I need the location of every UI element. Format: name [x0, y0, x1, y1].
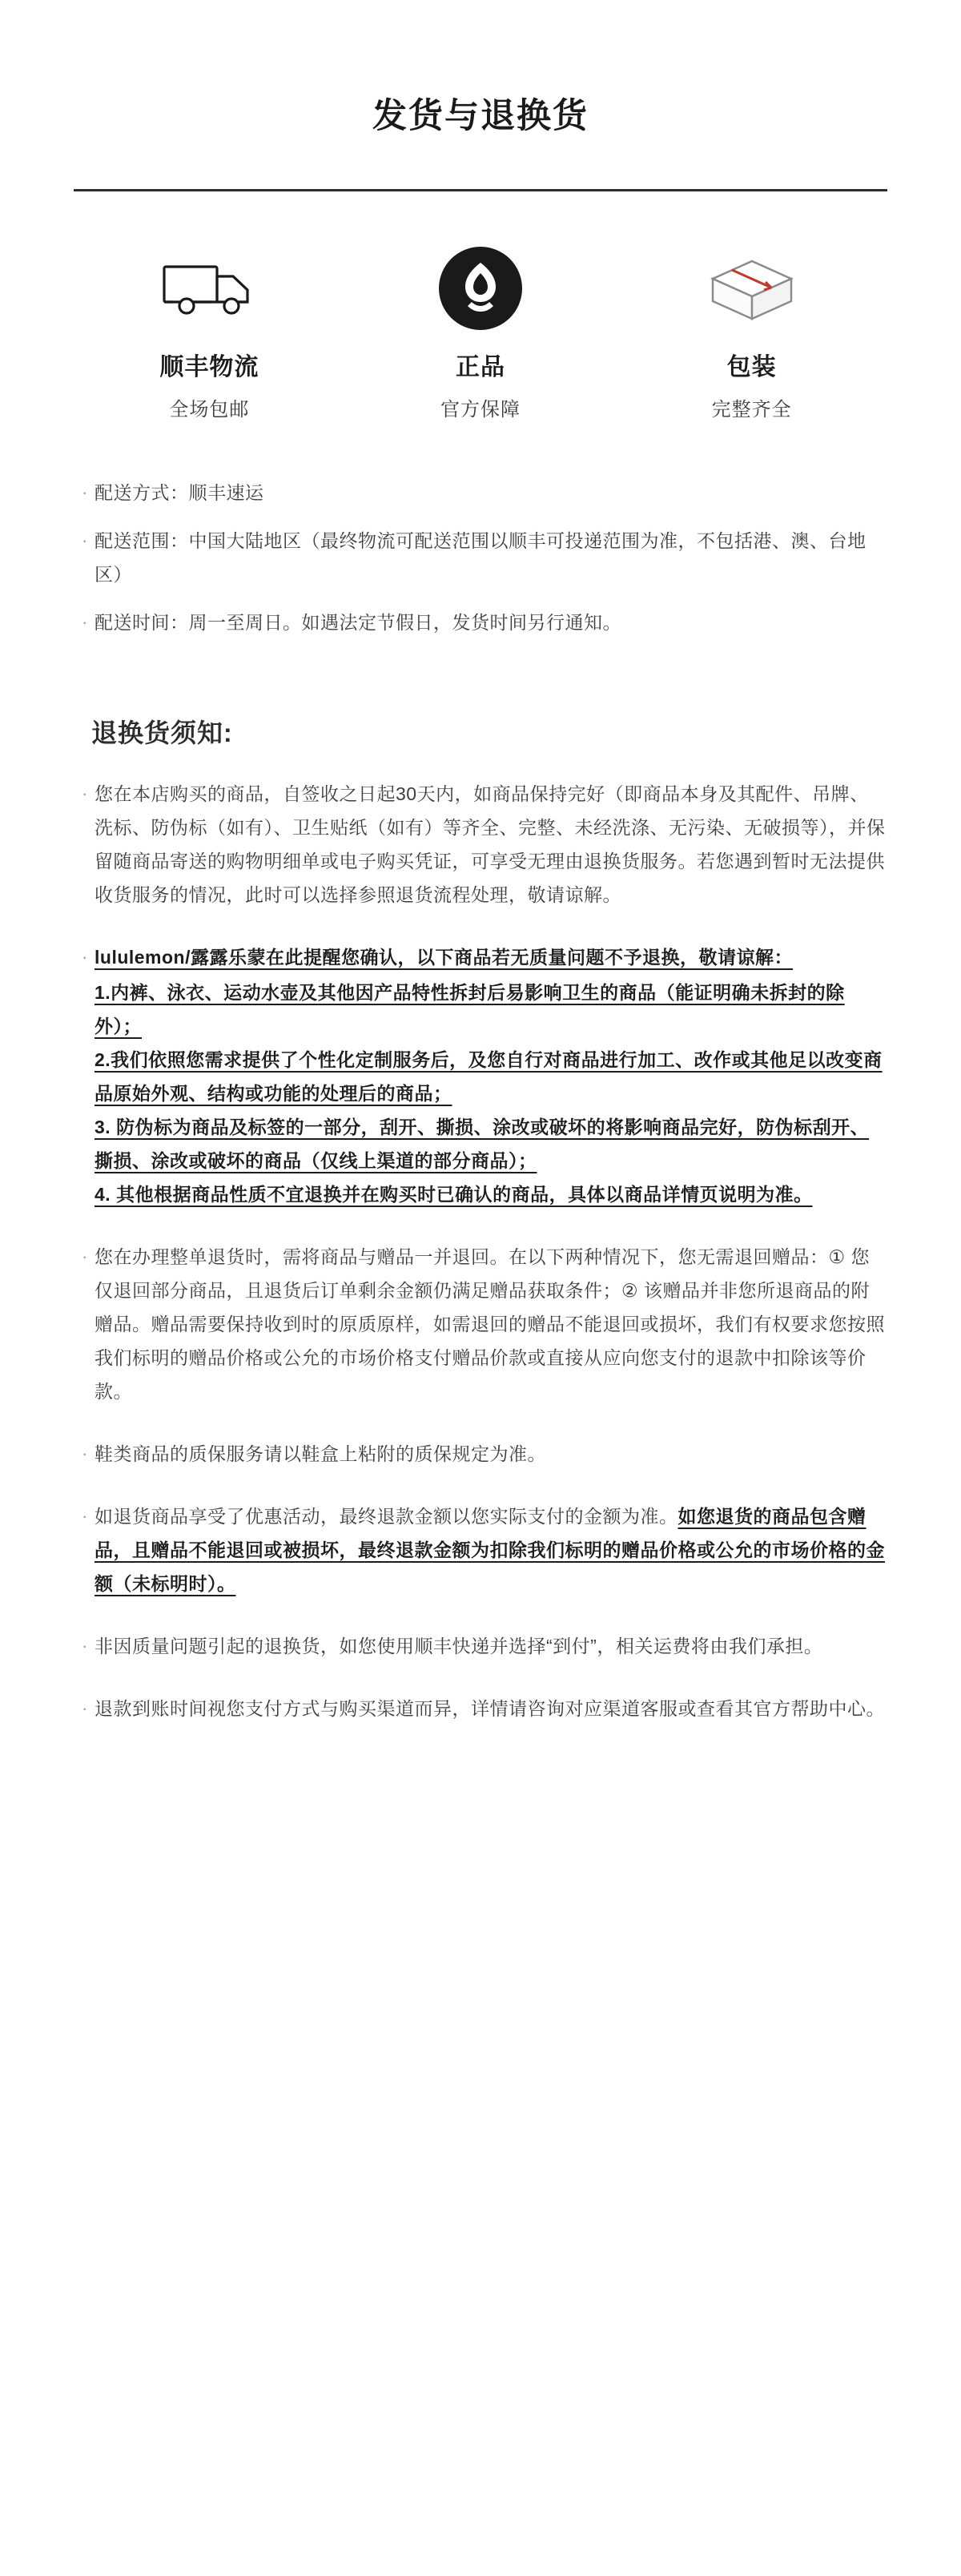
feature-title: 正品: [456, 353, 505, 380]
feature-title: 顺丰物流: [159, 353, 259, 380]
policy-text: [94, 940, 887, 1211]
truck-icon: [74, 236, 345, 340]
package-box-icon: [616, 236, 887, 340]
feature-authentic: [345, 236, 617, 421]
policy-text: 非因质量问题引起的退换货，如您使用顺丰快递并选择“到付”，相关运费将由我们承担。: [94, 1635, 823, 1656]
list-item: [74, 476, 887, 509]
bullet-icon: ·: [82, 1697, 88, 1718]
title-divider: [74, 189, 887, 191]
policy-text: 退款到账时间视您支付方式与购买渠道而异，详情请咨询对应渠道客服或查看其官方帮助中心。: [94, 1697, 885, 1719]
feature-subtitle: 全场包邮: [169, 398, 250, 421]
bullet-icon: ·: [82, 1443, 88, 1463]
policy-sub-list: [94, 976, 887, 1211]
list-item: [74, 606, 887, 639]
bullet-icon: ·: [82, 1505, 88, 1526]
page-title: 发货与退换货: [372, 97, 589, 135]
list-item-refund-promo: [74, 1499, 887, 1600]
policy-sub-item: 1.内裤、泳衣、运动水壶及其他因产品特性拆封后易影响卫生的商品（能证明确未拆封的除外）；: [94, 981, 845, 1036]
shipping-info-text: 配送范围：中国大陆地区（最终物流可配送范围以顺丰可投递范围为准，不包括港、澳、台地区）: [94, 529, 867, 585]
bullet-icon: ·: [82, 611, 88, 632]
policy-lead: lululemon/露露乐蒙在此提醒您确认，以下商品若无质量问题不予退换，敬请谅解：: [94, 946, 793, 968]
feature-title: 包装: [726, 353, 777, 380]
policy-text-emphasis: 如您退货的商品包含赠品，且赠品不能退回或被损坏，最终退款金额为扣除我们标明的赠品价格或公允的市场价格的金额（未标明时）。: [94, 1505, 885, 1594]
feature-subtitle: 完整齐全: [711, 398, 792, 421]
policy-sub-item: 2.我们依照您需求提供了个性化定制服务后，及您自行对商品进行加工、改作或其他足以改变商品原始外观、结构或功能的处理后的商品；: [94, 1049, 883, 1104]
policy-text: 鞋类商品的质保服务请以鞋盒上粘附的质保规定为准。: [94, 1443, 546, 1464]
policy-text-prefix: 如退货商品享受了优惠活动，最终退款金额以您实际支付的金额为准。: [94, 1505, 678, 1527]
feature-row: [74, 236, 887, 421]
list-item: [74, 1437, 887, 1471]
list-item: [74, 1629, 887, 1663]
feature-shipping: [74, 236, 345, 421]
bullet-icon: ·: [82, 946, 88, 967]
shipping-info-text: 配送方式：顺丰速运: [94, 481, 264, 503]
list-item: [74, 1240, 887, 1408]
policy-text: 您在办理整单退货时，需将商品与赠品一并退回。在以下两种情况下，您无需退回赠品：① 您仅退回部分商品，且退货后订单剩余金额仍满足赠品获取条件；② 该赠品并非您所退商品的附赠品。赠品需要保持收到时的原质原样，如需退回的赠品不能退回或损坏，我们有权要求您按照我们标明的赠品价格或公允的市场价格支付赠品价款或直接从应向您支付的退款中扣除该等价款。: [94, 1246, 885, 1402]
list-item-nonreturnable: [74, 940, 887, 1211]
policy-heading: 退换货须知:: [91, 718, 233, 747]
policy-text: 您在本店购买的商品，自签收之日起30天内，如商品保持完好（即商品本身及其配件、吊牌、洗标、防伪标（如有）、卫生贴纸（如有）等齐全、完整、未经洗涤、无污染、无破损等），并保留随商品寄送的购物明细单或电子购买凭证，可享受无理由退换货服务。若您遇到暂时无法提供收货服务的情况，此时可以选择参照退货流程处理，敬请谅解。: [94, 783, 886, 905]
feature-packaging: [616, 236, 887, 421]
bullet-icon: ·: [82, 783, 88, 803]
bullet-icon: ·: [82, 1635, 88, 1656]
feature-subtitle: 官方保障: [440, 398, 521, 421]
bullet-icon: ·: [82, 481, 88, 502]
policy-sub-item: 3. 防伪标为商品及标签的一部分，刮开、撕损、涂改或破坏的将影响商品完好，防伪标刮开、撕损、涂改或破坏的商品（仅线上渠道的部分商品）；: [94, 1116, 870, 1171]
lululemon-logo-icon: [345, 236, 617, 340]
bullet-icon: ·: [82, 1246, 88, 1266]
bullet-icon: ·: [82, 529, 88, 550]
policy-text: [94, 1499, 887, 1600]
list-item: [74, 777, 887, 912]
policy-sub-item: 4. 其他根据商品性质不宜退换并在购买时已确认的商品，具体以商品详情页说明为准。: [94, 1183, 813, 1205]
shipping-info-text: 配送时间：周一至周日。如遇法定节假日，发货时间另行通知。: [94, 611, 621, 633]
shipping-info-list: [74, 476, 887, 639]
policy-list: [74, 777, 887, 1725]
list-item: [74, 1692, 887, 1725]
list-item: [74, 524, 887, 591]
